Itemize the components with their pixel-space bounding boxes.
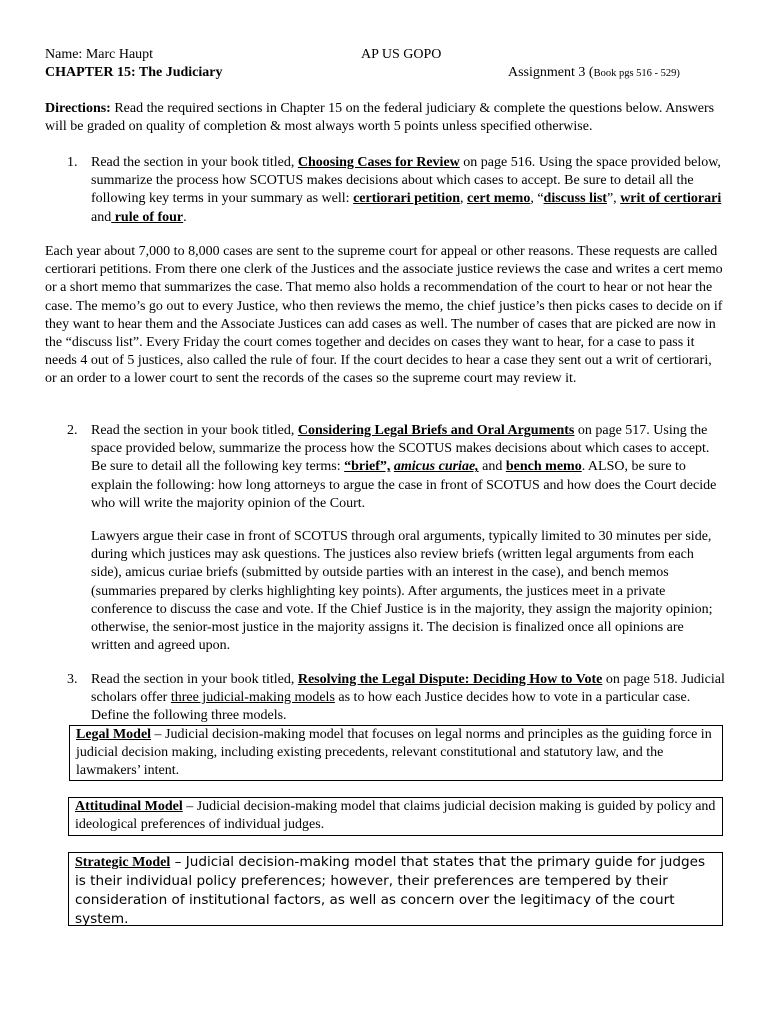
q1-text-1: Read the section in your book titled, [91,155,298,170]
q2-sep-2: and [478,459,506,475]
q1-prompt [91,154,725,227]
attitudinal-model-term: Attitudinal Model [75,799,183,814]
legal-model-text [76,726,716,781]
q1-sep-1: , [459,191,467,207]
q2-section-title: Considering Legal Briefs and Oral Arguments [297,423,575,438]
q2-text-1: Read the section in your book titled, [91,423,298,438]
q1-term-discuss-list: discuss list [543,191,607,207]
q1-number: 1. [67,155,78,170]
course-name: AP US GOPO [361,47,442,62]
q2-term-bench-memo: bench memo [505,459,582,475]
student-name: Name: Marc Haupt [45,47,154,62]
attitudinal-model-definition: – Judicial decision-making model that claims judicial decision making is guided by policy and ideological preferences of individual judges. [75,799,716,833]
q1-text-2: on page 516. Using the space provided below, summarize the process how SCOTUS makes decisions about which cases to accept. Be sure to detail all the following key terms in your summary as well: [91,155,721,207]
q1-term-writ: writ of certiorari [620,191,722,207]
q2-term-brief: “brief”, [344,459,391,475]
legal-model-term: Legal Model [76,727,152,742]
directions-paragraph [45,100,735,136]
q2-term-amicus-curiae: amicus curiae, [393,459,479,475]
q3-prompt [91,671,725,726]
q2-text-3: . ALSO, be sure to explain the following: how long attorneys to argue the case in front of SCOTUS and how does the Court decide who will write the majority opinion of the Court. [91,459,717,511]
attitudinal-model-box [68,797,723,836]
q3-text-3: as to how each Justice decides how to vote in a particular case. Define the following three models. [91,690,691,724]
q1-term-rule-of-four: rule of four [111,209,184,225]
q3-number: 3. [67,672,78,687]
q2-number: 2. [67,423,78,438]
q1-end: . [183,209,187,225]
q3-text-2: on page 518. Judicial scholars offer [91,672,725,706]
chapter-title: CHAPTER 15: The Judiciary [45,65,223,80]
q1-section-title: Choosing Cases for Review [297,155,460,170]
q3-text-1: Read the section in your book titled, [91,672,298,687]
directions-text: Read the required sections in Chapter 15 on the federal judiciary & complete the questions below. Answers will be graded on quality of completion & most always worth 5 points unless specified otherwise. [45,101,715,135]
strategic-model-term: Strategic Model [75,855,171,870]
q1-term-certiorari-petition: certiorari petition [353,191,460,207]
assignment-label [508,65,680,81]
assignment-pages: Book pgs 516 - 529) [593,68,680,79]
legal-model-definition: – Judicial decision-making model that focuses on legal norms and principles as the guiding force in judicial decision making, including existing precedents, relevant constitutional and statutory law, and the lawmakers’ intent. [76,727,712,779]
q2-prompt [91,422,725,513]
q1-term-cert-memo: cert memo [466,191,531,207]
assignment-number: Assignment 3 ( [508,65,594,80]
strategic-model-definition: – Judicial decision-making model that states that the primary guide for judges is their individual policy preferences; however, their preferences are tempered by their consideration of institutional factors, as well as concern over the legitimacy of the court system. [75,854,706,927]
q1-sep-4: and [91,209,112,225]
q1-sep-2: , “ [530,191,544,207]
strategic-model-box [68,852,723,926]
header-row-2 [45,65,705,83]
q2-text-2: on page 517. Using the space provided below, summarize the process how the SCOTUS makes decisions about which cases to accept. Be sure to detail all the following key terms: [91,423,710,475]
attitudinal-model-text [75,798,716,834]
header-row-1 [45,47,705,65]
legal-model-box [69,725,723,781]
q1-answer: Each year about 7,000 to 8,000 cases are sent to the supreme court for appeal or other reasons. These requests are called certiorari petitions. From there one clerk of the Justices and the associate justice reviews the case and writes a cert memo or a short memo that summarizes the case. That memo also holds a recommendation of the court to hear or not hear the case. The memo’s go out to every Justice, who then reviews the memo, the chief justice’s then picks cases to decide on if they want to hear them and the Associate Justices can add cases as well. The number of cases that are picked are now in the “discuss list”. Every Friday the court comes together and decides on cases they want to hear, for a case to pass it needs 4 out of 5 justices, also called the rule of four. If the court decides to hear a case they sent out a writ of certiorari, or an order to a lower court to sent the records of the cases so the supreme court may review it. [45,244,723,387]
directions-label: Directions: [45,101,111,116]
q2-answer: Lawyers argue their case in front of SCOTUS through oral arguments, typically limited to 30 minutes per side, during which justices may ask questions. The justices also review briefs (written legal arguments from each side), amicus curiae briefs (submitted by outside parties with an interest in the case), and bench memos (summaries prepared by clerks highlighting key points). After arguments, the justices meet in a private conference to discuss the case and vote. If the Chief Justice is in the majority, they assign the majority opinion; otherwise, the senior-most justice in the majority assigns it. The decision is finalized once all opinions are written and agreed upon. [91,529,713,654]
q1-sep-3: ”, [606,191,621,207]
q3-models-phrase: three judicial-making models [170,690,335,706]
strategic-model-text [75,853,716,929]
q3-section-title: Resolving the Legal Dispute: Deciding How to Vote [297,672,603,687]
